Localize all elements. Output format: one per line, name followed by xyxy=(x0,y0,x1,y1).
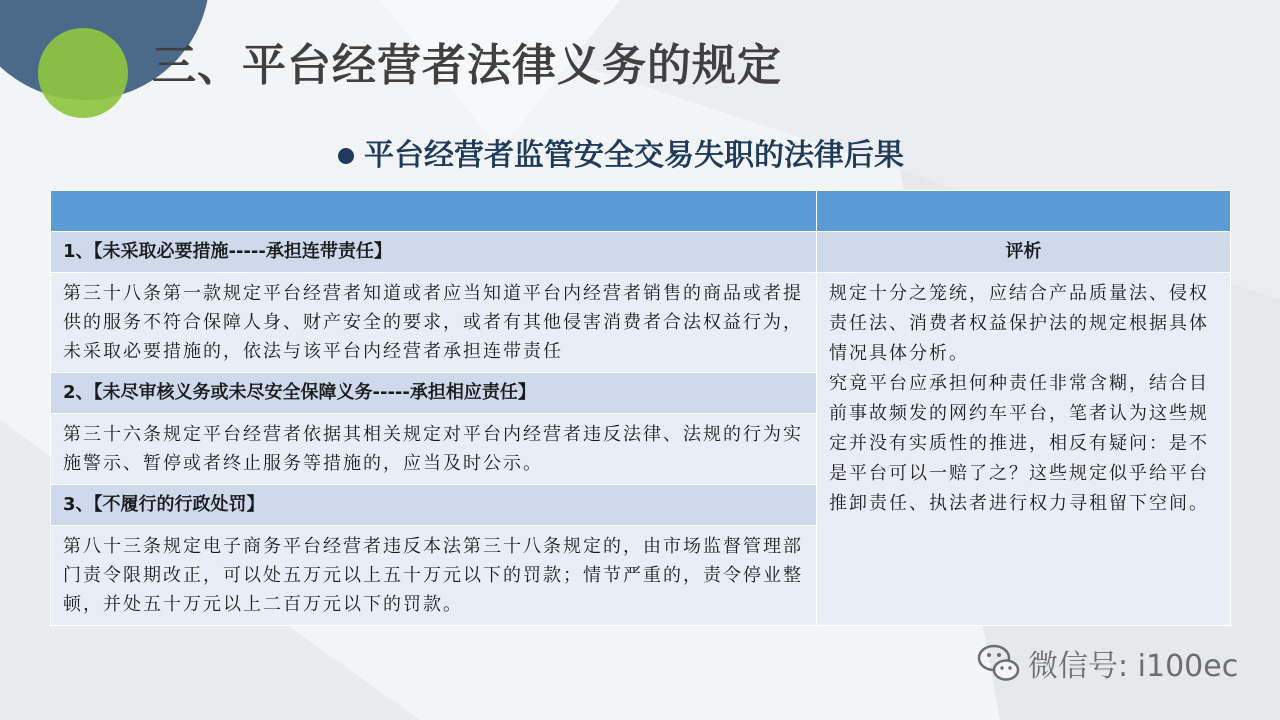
section-heading-3: 3、【不履行的行政处罚】 xyxy=(51,485,817,526)
page-title: 三、平台经营者法律义务的规定 xyxy=(152,40,782,91)
analysis-paragraph-1: 规定十分之笼统，应结合产品质量法、侵权责任法、消费者权益保护法的规定根据具体情况具体分析。 xyxy=(829,283,1209,364)
header-cell-left xyxy=(51,191,817,232)
legal-table xyxy=(50,190,1231,626)
section-heading-1: 1、【未采取必要措施-----承担连带责任】 xyxy=(51,232,817,273)
wechat-icon xyxy=(976,640,1022,686)
section-body-3: 第八十三条规定电子商务平台经营者违反本法第三十八条规定的，由市场监督管理部门责令限期改正，可以处五万元以上五十万元以下的罚款；情节严重的，责令停业整顿，并处五十万元以上二百万元以下的罚款。 xyxy=(51,526,817,626)
header-cell-right xyxy=(817,191,1231,232)
table-row xyxy=(51,232,1231,273)
table-row xyxy=(51,273,1231,373)
analysis-cell xyxy=(817,273,1231,626)
decor-circle-green xyxy=(38,28,128,118)
section-body-1: 第三十八条第一款规定平台经营者知道或者应当知道平台内经营者销售的商品或者提供的服务不符合保障人身、财产安全的要求，或者有其他侵害消费者合法权益行为，未采取必要措施的，依法与该平台内经营者承担连带责任 xyxy=(51,273,817,373)
section-body-2: 第三十六条规定平台经营者依据其相关规定对平台内经营者违反法律、法规的行为实施警示、暂停或者终止服务等措施的，应当及时公示。 xyxy=(51,414,817,485)
section-heading-2: 2、【未尽审核义务或未尽安全保障义务-----承担相应责任】 xyxy=(51,373,817,414)
bullet-icon xyxy=(338,148,354,164)
analysis-paragraph-2: 究竟平台应承担何种责任非常含糊，结合目前事故频发的网约车平台，笔者认为这些规定并没有实质性的推进，相反有疑问：是不是平台可以一赔了之？这些规定似乎给平台推卸责任、执法者进行权力寻租留下空间。 xyxy=(829,373,1209,514)
subtitle xyxy=(338,135,904,177)
watermark xyxy=(976,640,1238,686)
table-header-row xyxy=(51,191,1231,232)
analysis-header: 评析 xyxy=(817,232,1231,273)
subtitle-text: 平台经营者监管安全交易失职的法律后果 xyxy=(364,138,904,173)
watermark-text: 微信号: i100ec xyxy=(1028,649,1239,684)
